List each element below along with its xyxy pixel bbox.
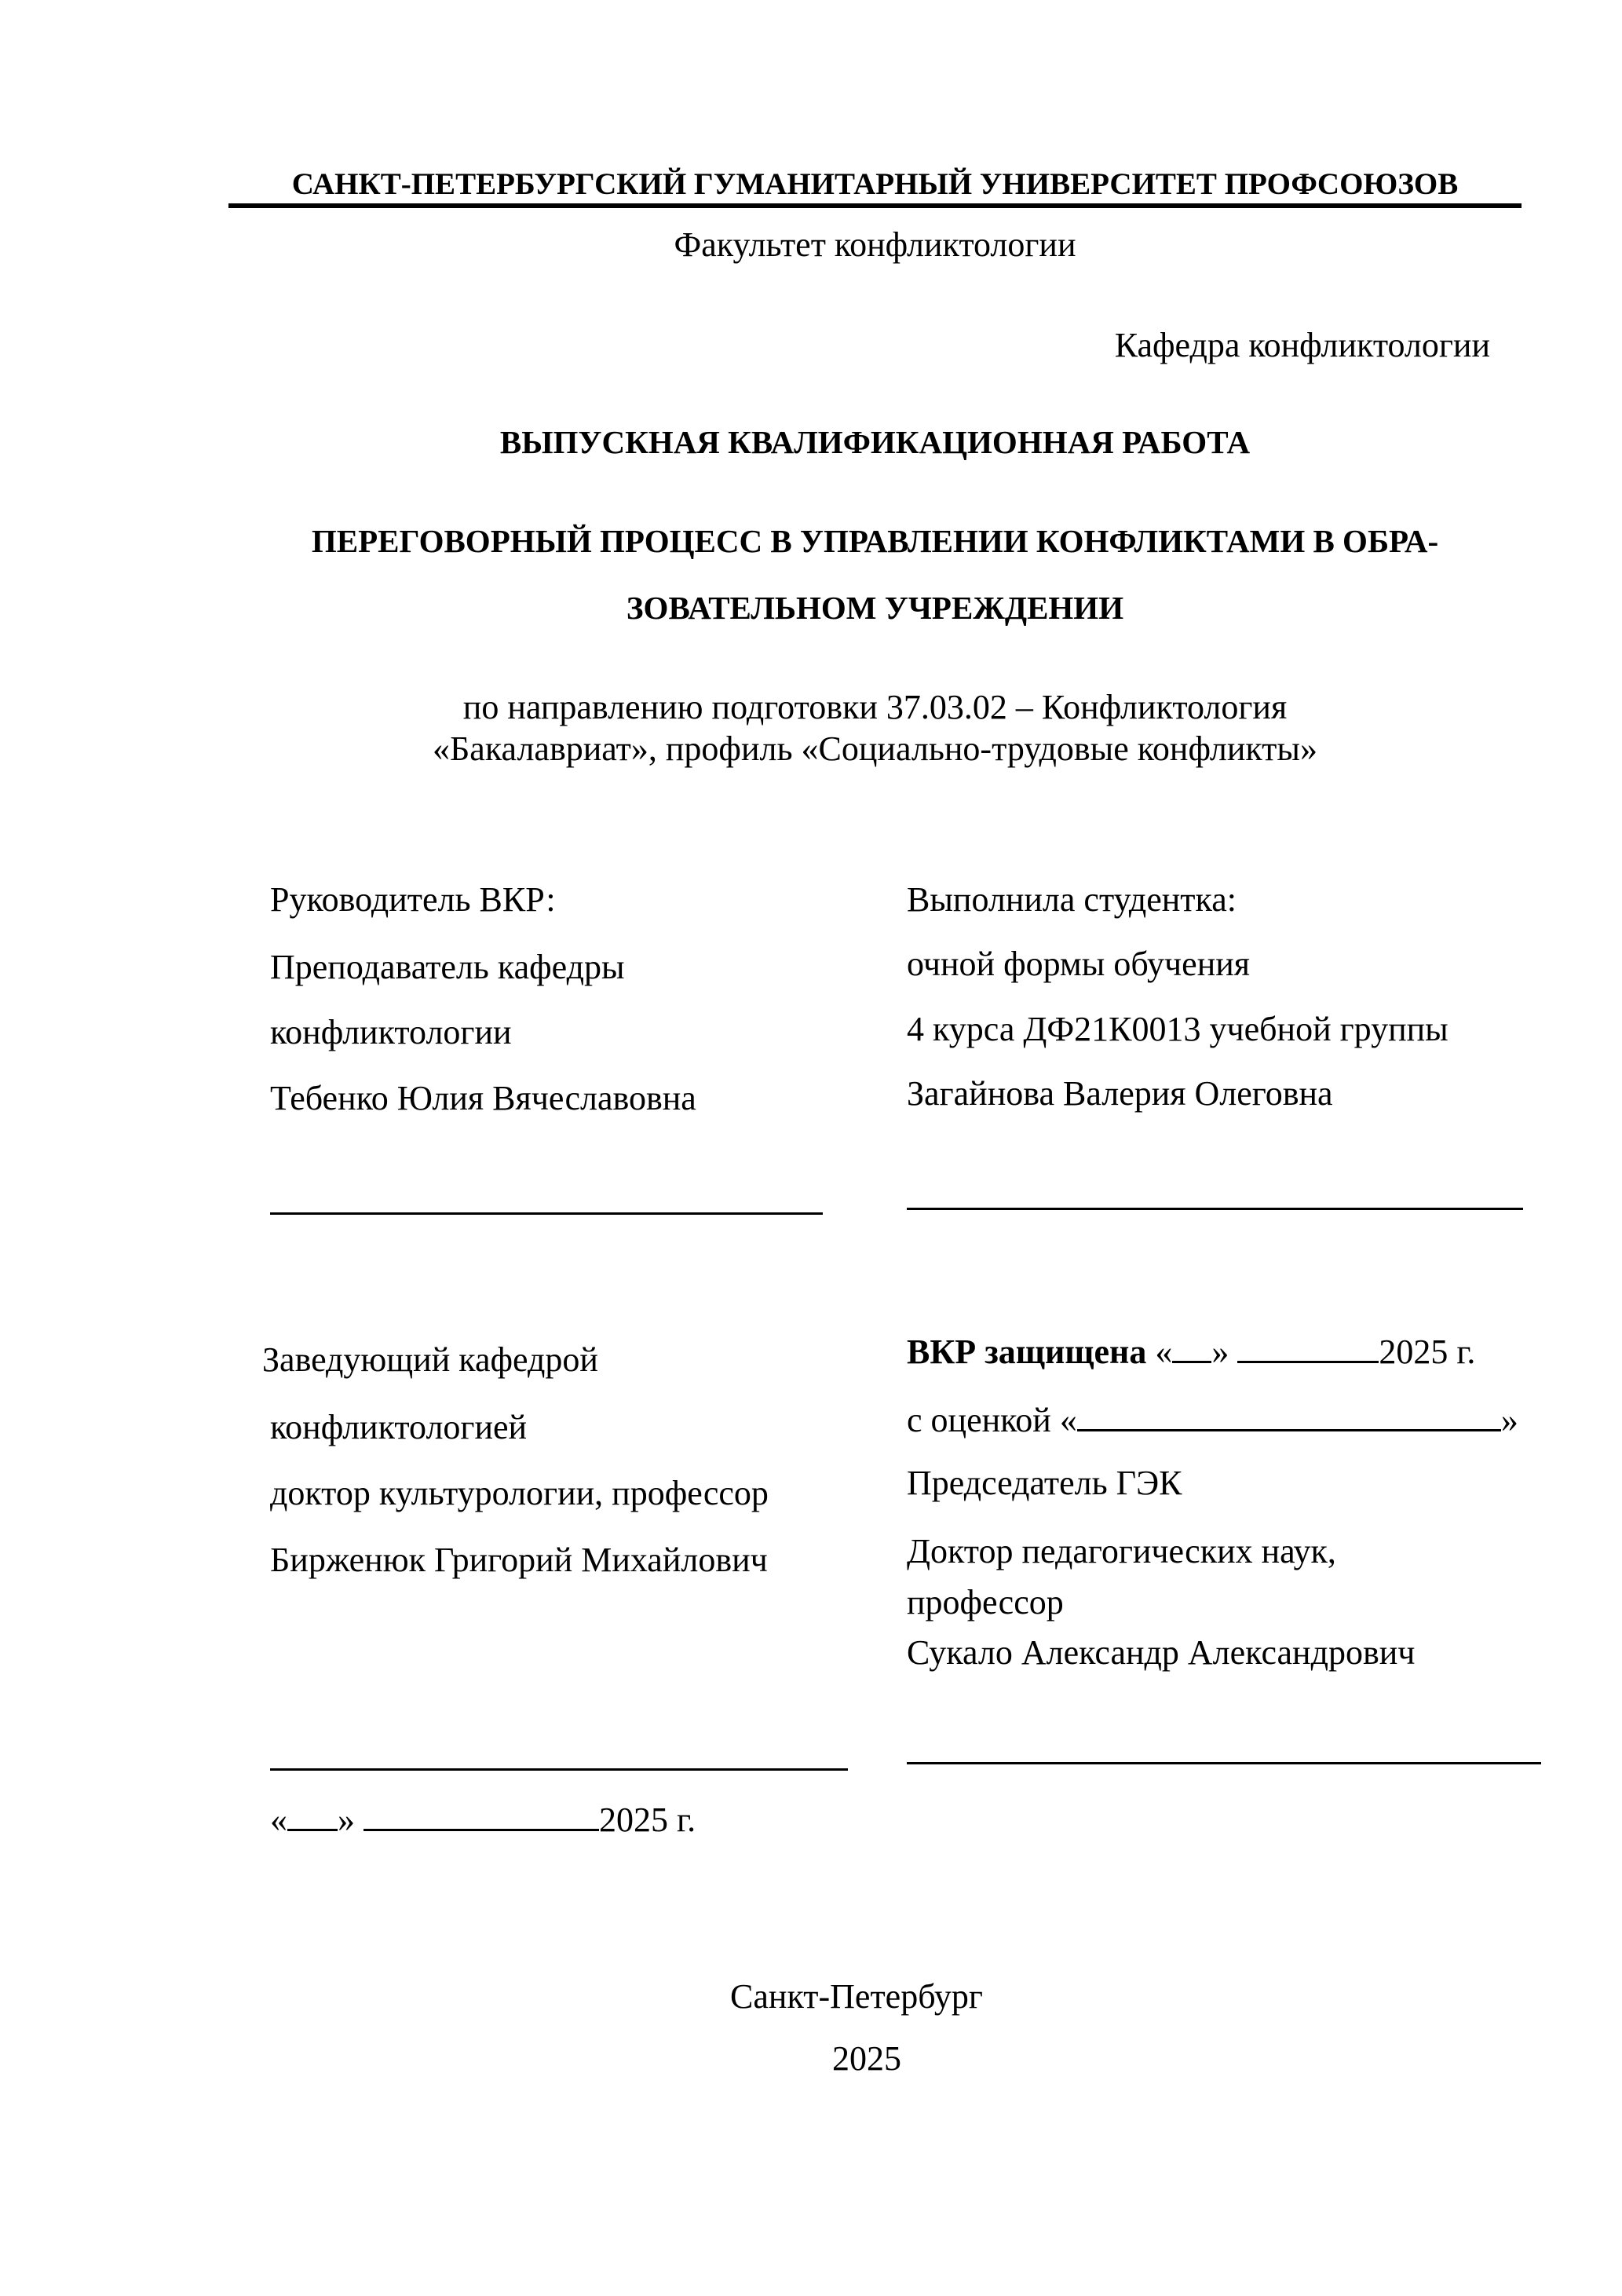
head-name: Бирженюк Григорий Михайлович bbox=[270, 1541, 768, 1579]
year: 2025 bbox=[832, 2039, 901, 2078]
head-signature-line bbox=[270, 1768, 848, 1771]
faculty-name: Факультет конфликтологии bbox=[674, 225, 1076, 264]
supervisor-name: Тебенко Юлия Вячеславовна bbox=[270, 1079, 696, 1117]
day-blank bbox=[287, 1797, 338, 1831]
supervisor-position: Преподаватель кафедры bbox=[270, 948, 625, 986]
defense-month-blank bbox=[1237, 1329, 1379, 1363]
supervisor-signature-line bbox=[270, 1212, 823, 1215]
defense-line: ВКР защищена « » 2025 г. bbox=[907, 1329, 1475, 1373]
city: Санкт-Петербург bbox=[730, 1977, 983, 2016]
student-signature-line bbox=[907, 1208, 1523, 1210]
student-group: 4 курса ДФ21К0013 учебной группы bbox=[907, 1010, 1448, 1048]
direction-line-1: по направлению подготовки 37.03.02 – Конфликтология bbox=[462, 688, 1288, 726]
supervisor-label: Руководитель ВКР: bbox=[270, 880, 556, 919]
month-blank bbox=[363, 1797, 599, 1831]
gek-chair-label: Председатель ГЭК bbox=[907, 1464, 1182, 1502]
head-degree: доктор культурологии, профессор bbox=[270, 1474, 769, 1512]
department-name: Кафедра конфликтологии bbox=[1114, 326, 1490, 364]
gek-signature-line bbox=[907, 1762, 1541, 1764]
head-date: « » 2025 г. bbox=[270, 1797, 696, 1841]
student-name: Загайнова Валерия Олеговна bbox=[907, 1074, 1333, 1113]
gek-chair-degree: Доктор педагогических наук, bbox=[907, 1532, 1336, 1570]
work-type: ВЫПУСКНАЯ КВАЛИФИКАЦИОННАЯ РАБОТА bbox=[499, 424, 1251, 460]
student-study-form: очной формы обучения bbox=[907, 945, 1251, 983]
gek-chair-title: профессор bbox=[907, 1583, 1064, 1621]
head-label: Заведующий кафедрой bbox=[262, 1340, 598, 1379]
university-name: САНКТ-ПЕТЕРБУРГСКИЙ ГУМАНИТАРНЫЙ УНИВЕРСИТЕТ ПРОФСОЮЗОВ bbox=[291, 167, 1459, 201]
grade-line: с оценкой « » bbox=[907, 1398, 1518, 1442]
student-label: Выполнила студентка: bbox=[907, 880, 1237, 919]
gek-chair-name: Сукало Александр Александрович bbox=[907, 1633, 1416, 1672]
thesis-title-line-2: ЗОВАТЕЛЬНОМ УЧРЕЖДЕНИИ bbox=[626, 590, 1124, 626]
head-department: конфликтологией bbox=[270, 1408, 528, 1446]
grade-blank bbox=[1077, 1398, 1501, 1431]
direction-line-2: «Бакалавриат», профиль «Социально-трудовые конфликты» bbox=[433, 729, 1317, 768]
header-rule bbox=[228, 203, 1522, 208]
supervisor-department: конфликтологии bbox=[270, 1013, 512, 1051]
thesis-title-line-1: ПЕРЕГОВОРНЫЙ ПРОЦЕСС В УПРАВЛЕНИИ КОНФЛИКТАМИ В ОБРА- bbox=[311, 523, 1439, 559]
defense-day-blank bbox=[1172, 1329, 1211, 1363]
